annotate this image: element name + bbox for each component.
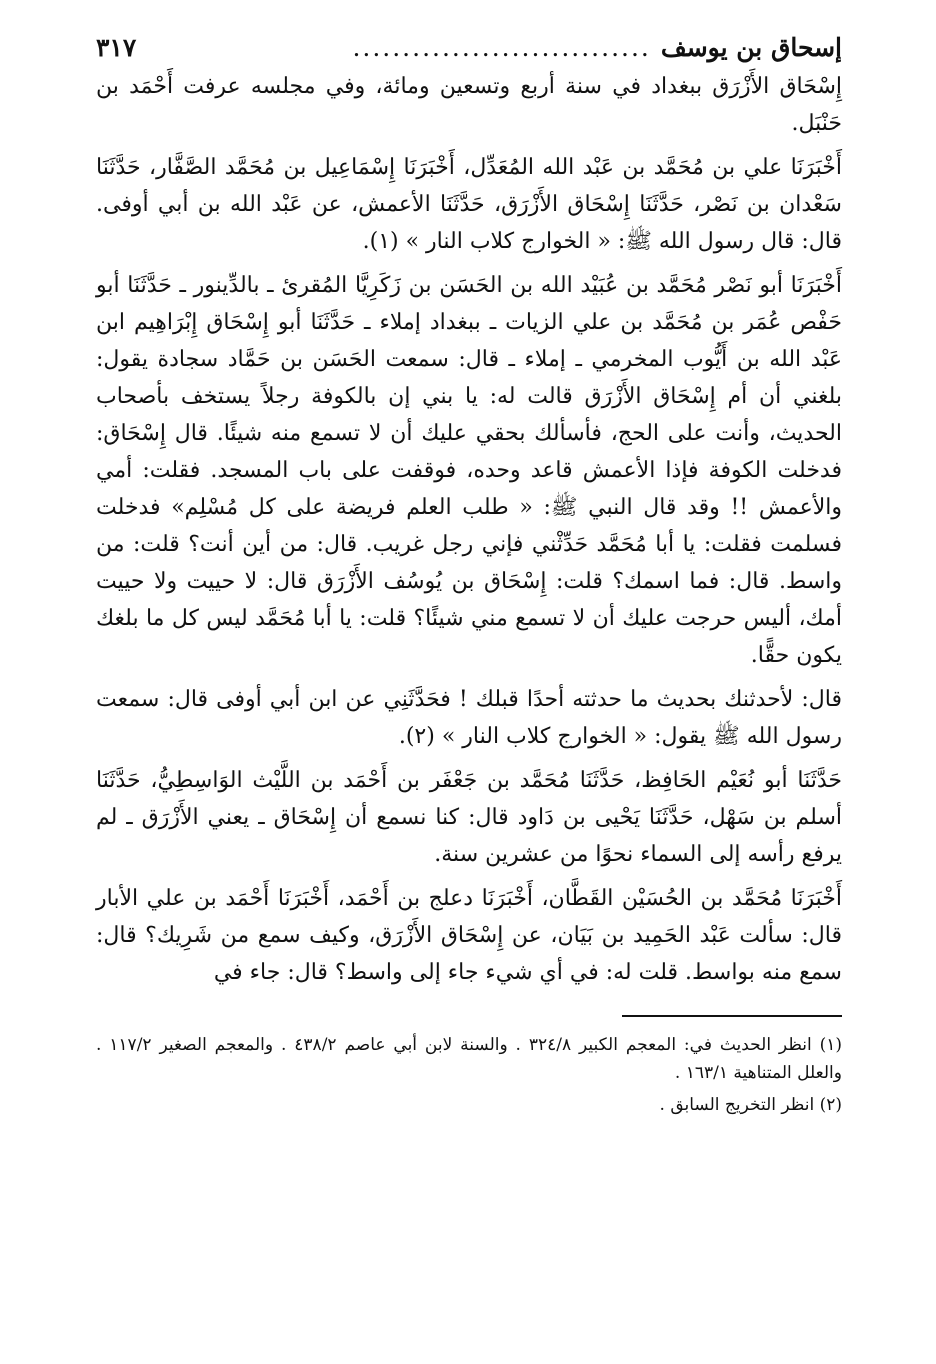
header-title: إسحاق بن يوسف: [660, 33, 842, 62]
paragraph: قال: لأحدثنك بحديث ما حدثته أحدًا قبلك ! فحَدَّثَنِي عن ابن أبي أوفى قال: سمعت رسول الله ﷺ يقول: « الخوارج كلاب النار » (٢).: [96, 687, 842, 749]
paragraph: حَدَّثَنَا أبو نُعَيْم الحَافِظ، حَدَّثَنَا مُحَمَّد بن جَعْفَر بن أَحْمَد بن اللَّيْث الوَاسِطِيُّ، حَدَّثَنَا أسلم بن سَهْل، حَدَّثَنَا يَحْيى بن دَاود قال: كنا نسمع أن إِسْحَاق ـ يعني الأَزْرَق ـ لم يرفع رأسه إلى السماء نحوًا من عشرين سنة.: [96, 768, 842, 867]
paragraph: أَخْبَرَنَا أبو نَصْر مُحَمَّد بن عُبَيْد الله بن الحَسَن بن زَكَرِيَّا المُقرئ ـ بالدِّينور ـ حَدَّثَنَا أبو حَفْص عُمَر بن مُحَمَّد بن علي الزيات ـ ببغداد إملاء ـ حَدَّثَنَا أبو إِسْحَاق إِبْرَاهِيم ابن عَبْد الله بن أَيُّوب المخرمي ـ إملاء ـ قال: سمعت الحَسَن بن حَمَّاد سجادة يقول: بلغني أن أم إِسْحَاق الأَزْرَق قالت له: يا بني إن بالكوفة رجلاً يستخف بأصحاب الحديث، وأنت على الحج، فأسألك بحقي عليك أن لا تسمع منه شيئًا. قال إِسْحَاق: فدخلت الكوفة فإذا الأعمش قاعد وحده، فوقفت على باب المسجد. فقلت: أمي والأعمش !! وقد قال النبي ﷺ: « طلب العلم فريضة على كل مُسْلِم» فدخلت فسلمت فقلت: يا أبا مُحَمَّد حَدِّثْني فإني رجل غريب. قال: من أين أنت؟ قلت: من واسط. قال: فما اسمك؟ قلت: إِسْحَاق بن يُوسُف الأَزْرَق قال: لا حييت ولا حييت أمك، أليس حرجت عليك أن لا تسمع مني شيئًا؟ قلت: يا أبا مُحَمَّد ليس كل ما بلغك يكون حقًّا.: [96, 273, 842, 668]
main-text: [96, 68, 842, 991]
footnote-divider: [622, 1015, 842, 1017]
footnote: (١) انظر الحديث في: المعجم الكبير ٣٢٤/٨ . والسنة لابن أبي عاصم ٤٣٨/٢ . والمعجم الصغير ١١٧/٢ . والعلل المتناهية ١٦٣/١ .: [96, 1035, 843, 1083]
header-leader-dots: ..............................: [352, 33, 651, 62]
page-number: ٣١٧: [96, 33, 137, 62]
footnotes: [96, 1031, 842, 1119]
paragraph: إِسْحَاق الأَزْرَق ببغداد في سنة أربع وتسعين ومائة، وفي مجلسه عرفت أَحْمَد بن حَنْبَل.: [96, 74, 842, 136]
footnote: (٢) انظر التخريج السابق .: [659, 1095, 842, 1115]
paragraph: أَخْبَرَنَا مُحَمَّد بن الحُسَيْن القَطَّان، أَخْبَرَنَا دعلج بن أَحْمَد، أَخْبَرَنَا أَحْمَد بن علي الأبار قال: سألت عَبْد الحَمِيد بن بَيَان، عن إِسْحَاق الأَزْرَق، وكيف سمع من شَرِيك؟ قال: سمع منه بواسط. قلت له: في أي شيء جاء إلى واسط؟ قال: جاء في: [96, 886, 842, 985]
paragraph: أَخْبَرَنَا علي بن مُحَمَّد بن عَبْد الله المُعَدِّل، أَخْبَرَنَا إِسْمَاعِيل بن مُحَمَّد الصَّفَّار، حَدَّثَنَا سَعْدان بن نَصْر، حَدَّثَنَا إِسْحَاق الأَزْرَق، حَدَّثَنَا الأعمش، عن عَبْد الله بن أبي أوفى. قال: قال رسول الله ﷺ: « الخوارج كلاب النار » (١).: [96, 155, 842, 254]
book-page: [96, 28, 842, 1123]
running-header: [96, 28, 842, 68]
